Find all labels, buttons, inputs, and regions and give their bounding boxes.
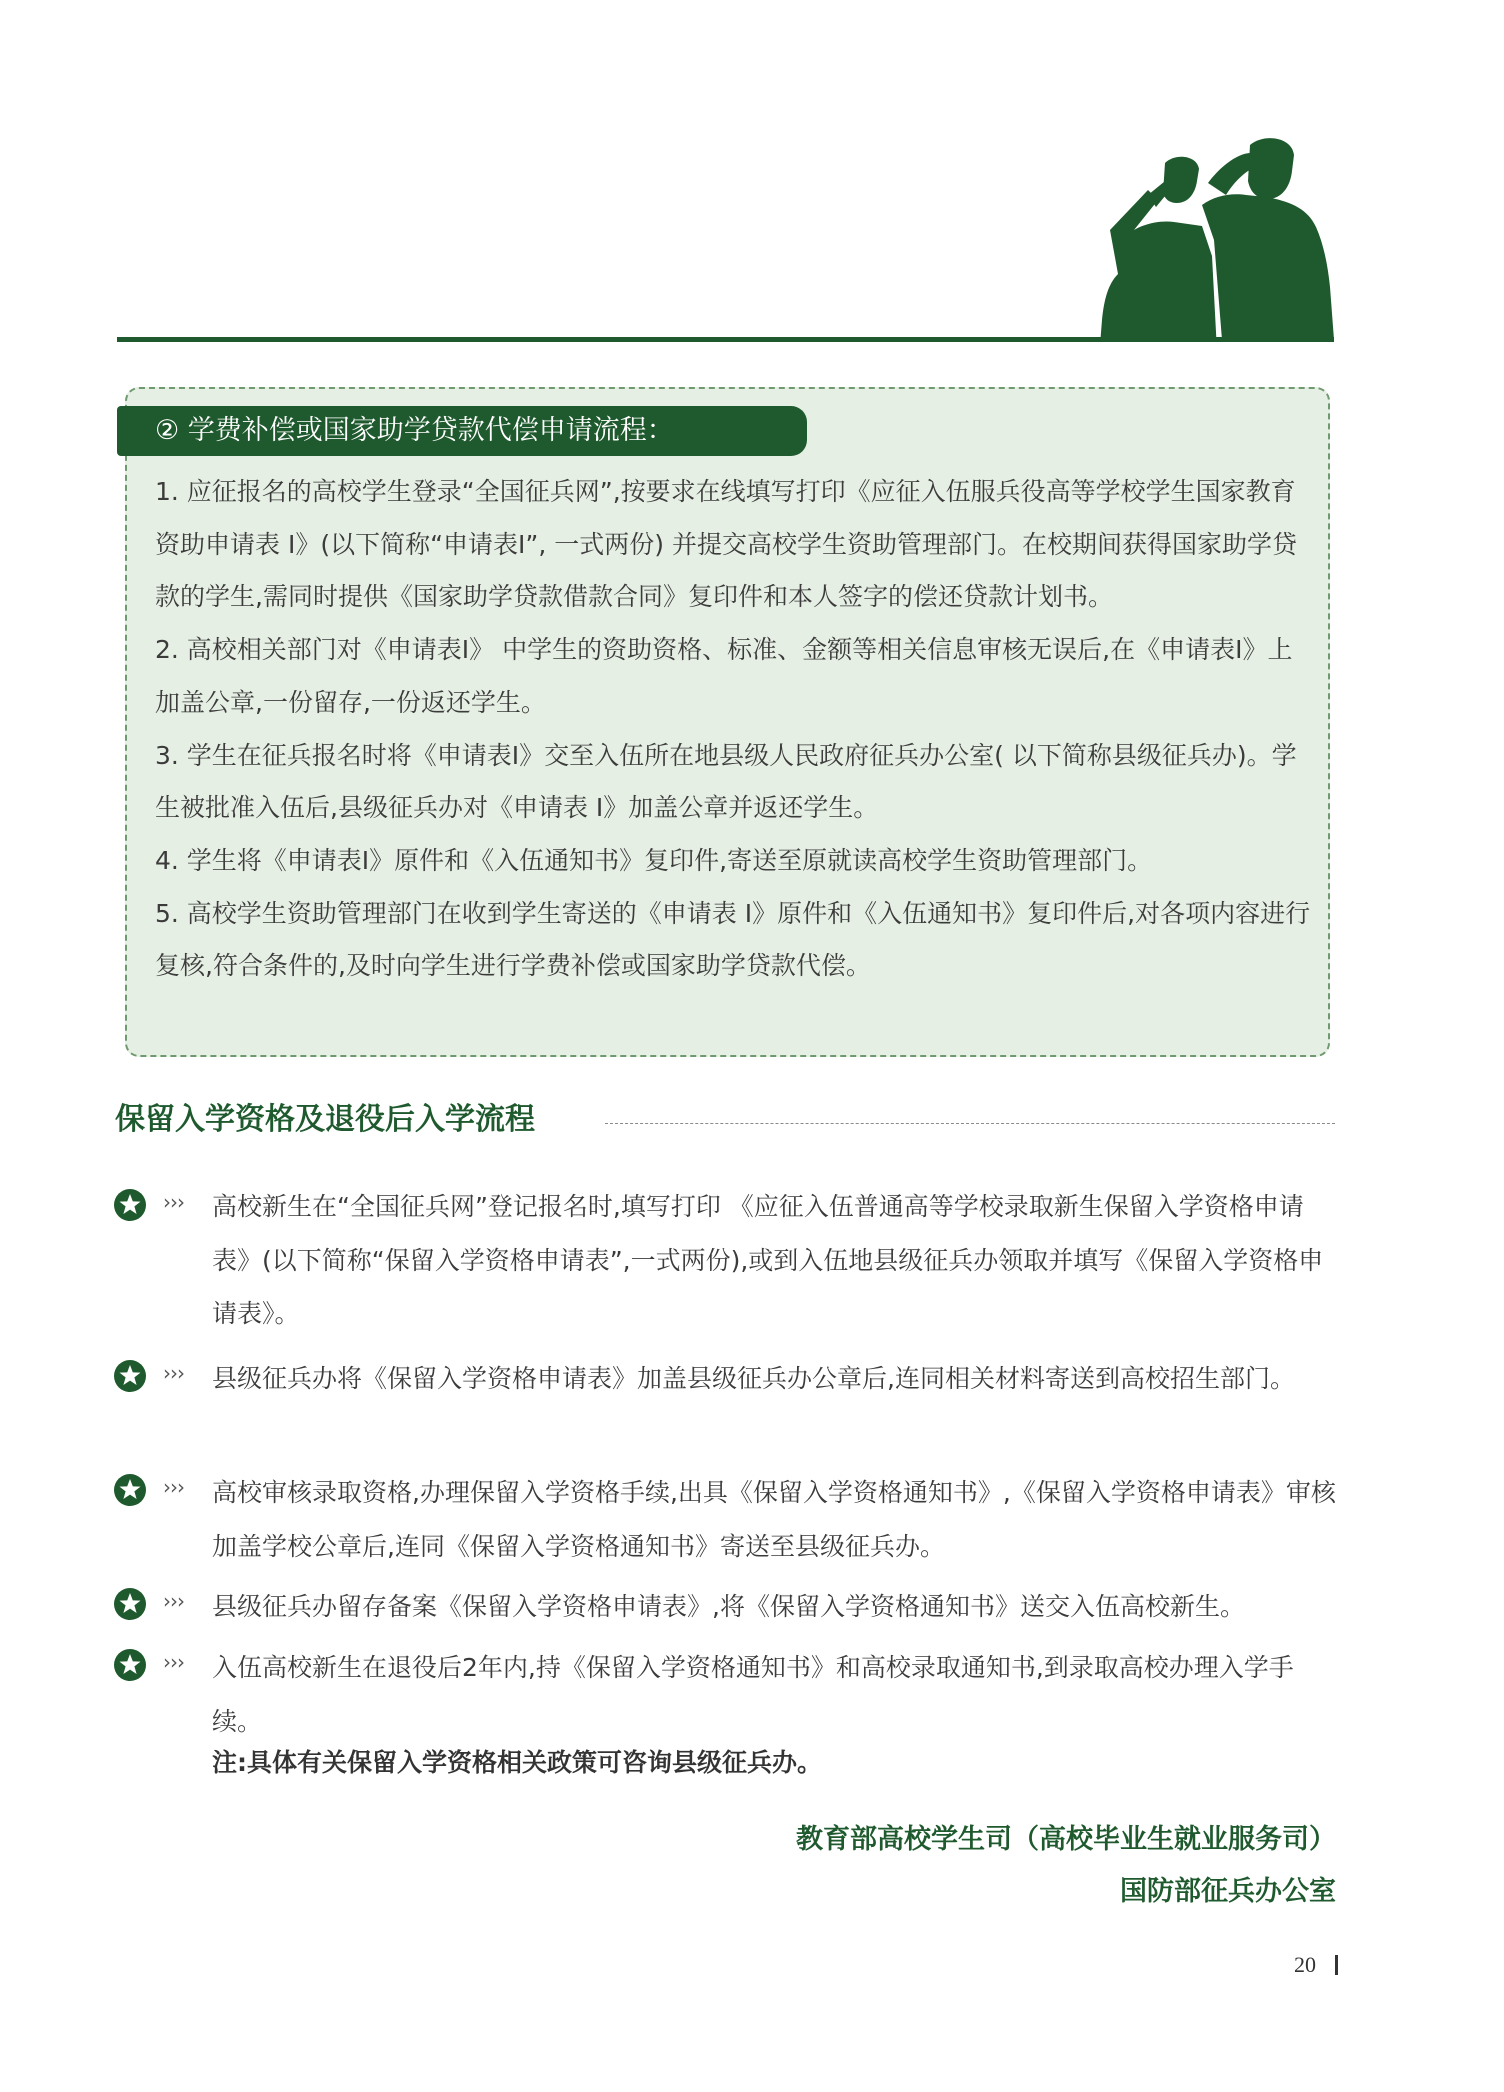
- section-title: 保留入学资格及退役后入学流程: [115, 1102, 535, 1137]
- page-number-bar: [1335, 1955, 1338, 1975]
- star-icon: [113, 1188, 147, 1222]
- box-step-4: 4. 学生将《申请表I》原件和《入伍通知书》复印件,寄送至原就读高校学生资助管理部门。: [155, 845, 1153, 875]
- box-steps: [155, 466, 1315, 993]
- star-icon: [113, 1648, 147, 1682]
- chevron-right-icon: ›››: [163, 1650, 184, 1674]
- box-title: ② 学费补偿或国家助学贷款代偿申请流程：: [117, 406, 807, 456]
- star-icon: [113, 1473, 147, 1507]
- policy-note: 注:具体有关保留入学资格相关政策可咨询县级征兵办。: [212, 1748, 822, 1777]
- star-icon: [113, 1359, 147, 1393]
- header-divider: [117, 337, 1334, 342]
- box-step-3: 3. 学生在征兵报名时将《申请表I》交至入伍所在地县级人民政府征兵办公室( 以下简称县级征兵办)。学生被批准入伍后,县级征兵办对《申请表 I》加盖公章并返还学生。: [155, 740, 1297, 823]
- step-5-text: 入伍高校新生在退役后2年内,持《保留入学资格通知书》和高校录取通知书,到录取高校办理入学手续。: [212, 1653, 1294, 1736]
- box-step-2: 2. 高校相关部门对《申请表I》 中学生的资助资格、标准、金额等相关信息审核无误后,在《申请表I》上加盖公章,一份留存,一份返还学生。: [155, 635, 1293, 717]
- chevron-right-icon: ›››: [163, 1361, 184, 1385]
- page-number: 20: [1294, 1952, 1316, 1977]
- chevron-right-icon: ›››: [163, 1475, 184, 1499]
- signature-office: 国防部征兵办公室: [1120, 1876, 1336, 1907]
- step-1-text: 高校新生在“全国征兵网”登记报名时,填写打印 《应征入伍普通高等学校录取新生保留入学资格申请表》(以下简称“保留入学资格申请表”,一式两份),或到入伍地县级征兵办领取并填写《保留入学资格申请表》。: [212, 1192, 1324, 1328]
- step-4-text: 县级征兵办留存备案《保留入学资格申请表》,将《保留入学资格通知书》送交入伍高校新生。: [212, 1592, 1245, 1621]
- chevron-right-icon: ›››: [163, 1190, 184, 1214]
- step-2-text: 县级征兵办将《保留入学资格申请表》加盖县级征兵办公章后,连同相关材料寄送到高校招生部门。: [212, 1364, 1295, 1393]
- signature-department: 教育部高校学生司（高校毕业生就业服务司）: [796, 1824, 1336, 1855]
- step-3-text: 高校审核录取资格,办理保留入学资格手续,出具《保留入学资格通知书》,《保留入学资格申请表》审核加盖学校公章后,连同《保留入学资格通知书》寄送至县级征兵办。: [212, 1478, 1336, 1561]
- box-step-1: 1. 应征报名的高校学生登录“全国征兵网”,按要求在线填写打印《应征入伍服兵役高等学校学生国家教育资助申请表 I》(以下简称“申请表I”, 一式两份) 并提交高校学生资助管理部门。在校期间获得国家助学贷款的学生,需同时提供《国家助学贷款借款合同》复印件和本人签字的偿还贷款计划书。: [155, 477, 1297, 612]
- section-title-divider: [605, 1123, 1335, 1124]
- chevron-right-icon: ›››: [163, 1589, 184, 1613]
- saluting-soldiers-illustration: [1090, 135, 1340, 340]
- box-step-5: 5. 高校学生资助管理部门在收到学生寄送的《申请表 I》原件和《入伍通知书》复印件后,对各项内容进行复核,符合条件的,及时向学生进行学费补偿或国家助学贷款代偿。: [155, 898, 1311, 981]
- star-icon: [113, 1587, 147, 1621]
